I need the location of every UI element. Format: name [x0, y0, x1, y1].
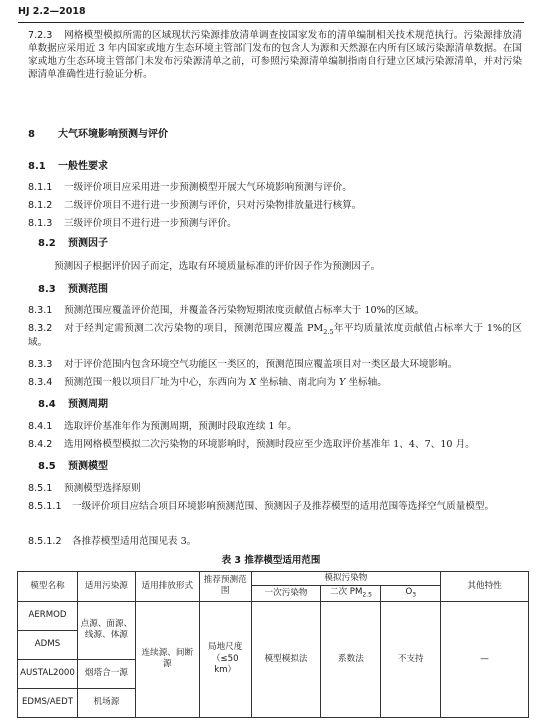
- clause-text: 坐标轴。: [345, 377, 387, 388]
- table-header-row: [18, 572, 529, 586]
- paragraph-8-1-2: [28, 200, 522, 213]
- paragraph-8-5-1: [28, 483, 522, 496]
- clause-text: 选用网格模型模拟二次污染物的环境影响时，预测时段应至少选取评价基准年 1、4、7、10 月。: [64, 439, 475, 450]
- paragraph-8-4-2: [28, 439, 522, 452]
- section-number: 8.3: [38, 284, 56, 295]
- section-8-3-heading: [38, 283, 532, 297]
- paragraph-8-2: [54, 261, 522, 274]
- header-secondary: [321, 586, 381, 602]
- paragraph-7-2-3: [28, 30, 522, 82]
- clause-number: 7.2.3: [28, 30, 53, 41]
- clause-number: 8.1.1: [28, 182, 53, 193]
- range-cell: 局地尺度（≤50 km）: [199, 601, 251, 717]
- primary-cell: 模型模拟法: [251, 601, 321, 717]
- header-emission: 适用排放形式: [135, 572, 199, 602]
- source-cell: 机场源: [77, 688, 135, 717]
- source-cell: 烟塔合一源: [77, 659, 135, 688]
- header-source: 适用污染源: [77, 572, 135, 602]
- clause-text: 坐标轴、南北向为: [256, 377, 340, 388]
- clause-text: 二级评价项目不进行进一步预测与评价，只对污染物排放量进行核算。: [64, 200, 362, 211]
- section-8-heading: [28, 128, 522, 142]
- header-primary: 一次污染物: [251, 586, 321, 602]
- paragraph-8-5-1-1: [28, 501, 522, 514]
- model-cell: AUSTAL2000: [18, 659, 78, 688]
- section-title: 预测模型: [68, 461, 108, 472]
- clause-text: 网格模型模拟所需的区域现状污染源排放清单调查按国家发布的清单编制相关技术规范执行。污染源排放清单数据应采用近 3 年内国家或地方生态环境主管部门发布的包含人为源和天然源在内所有区域污染源清单数据。在国家或地方生态环境主管部门未发布污染源清单之前，可参照污染源清单编制指南自行建立区域污染源清单，并对污染源清单准确性进行验证分析。: [28, 30, 522, 80]
- y-axis-symbol: Y: [339, 377, 346, 388]
- model-cell: ADMS: [18, 630, 78, 659]
- clause-text: 对于评价范围内包含环境空气功能区一类区的，预测范围应覆盖项目对一类区最大环境影响。: [64, 359, 458, 370]
- paragraph-8-5-1-2: [28, 536, 522, 549]
- header-range: 推荐预测范围: [199, 572, 251, 602]
- clause-text: 预测范围一般以项目厂址为中心，东西向为: [64, 377, 250, 388]
- section-title: 预测范围: [68, 284, 108, 295]
- page-header: HJ 2.2—2018: [18, 6, 524, 23]
- source-cell: 点源、面源、线源、体源: [77, 601, 135, 659]
- section-number: 8: [28, 129, 35, 140]
- header-secondary-text: 二次 PM: [329, 587, 363, 598]
- paragraph-8-3-3: [28, 359, 522, 372]
- header-other: 其他特性: [441, 572, 529, 602]
- secondary-cell: 系数法: [321, 601, 381, 717]
- pm-subscript: 2.5: [323, 327, 334, 336]
- section-title: 大气环境影响预测与评价: [58, 129, 168, 140]
- clause-number: 8.3.2: [28, 323, 53, 334]
- clause-text: 选取评价基准年作为预测周期，预测时段取连续 1 年。: [64, 421, 297, 432]
- model-cell: AERMOD: [18, 601, 78, 630]
- paragraph-8-1-3: [28, 218, 522, 231]
- clause-number: 8.4.1: [28, 421, 53, 432]
- section-8-2-heading: [38, 237, 532, 251]
- clause-text: 三级评价项目不进行进一步预测与评价。: [64, 218, 237, 229]
- header-o3: [381, 586, 441, 602]
- header-secondary-sub: 2.5: [362, 591, 372, 599]
- other-cell: —: [441, 601, 529, 717]
- clause-text: 一级评价项目应采用进一步预测模型开展大气环境影响预测与评价。: [64, 182, 352, 193]
- clause-number: 8.3.1: [28, 305, 53, 316]
- section-title: 一般性要求: [58, 161, 108, 172]
- model-cell: EDMS/AEDT: [18, 688, 78, 717]
- paragraph-8-4-1: [28, 421, 522, 434]
- section-8-4-heading: [38, 398, 532, 412]
- o3-cell: 不支持: [381, 601, 441, 717]
- clause-number: 8.5.1.1: [28, 501, 62, 512]
- model-table: [17, 571, 529, 718]
- section-number: 8.1: [28, 161, 46, 172]
- section-8-1-heading: [28, 160, 522, 174]
- section-number: 8.2: [38, 238, 56, 249]
- section-title: 预测因子: [68, 238, 108, 249]
- paragraph-8-3-1: [28, 305, 522, 318]
- clause-text: 预测范围应覆盖评价范围，并覆盖各污染物短期浓度贡献值占标率大于 10%的区域。: [64, 305, 425, 316]
- table-row: [18, 601, 529, 630]
- clause-text: 一级评价项目应结合项目环境影响预测范围、预测因子及推荐模型的适用范围等选择空气质量模型。: [72, 501, 495, 512]
- paragraph-8-3-2: [28, 323, 522, 350]
- clause-number: 8.1.2: [28, 200, 53, 211]
- header-simulated: 模拟污染物: [251, 572, 441, 586]
- clause-text: 预测模型选择原则: [64, 483, 141, 494]
- emission-cell: 连续源、间断源: [135, 601, 199, 717]
- clause-text: 各推荐模型适用范围见表 3。: [72, 536, 197, 547]
- table-caption: 表 3 推荐模型适用范围: [221, 555, 321, 566]
- clause-text: 对于经判定需预测二次污染物的项目，预测范围应覆盖 PM: [64, 323, 324, 334]
- header-o3-text: O: [405, 587, 413, 598]
- clause-text: 年平均质量浓度贡献值占标率大于 1%的区域。: [28, 323, 522, 348]
- section-title: 预测周期: [68, 399, 108, 410]
- x-axis-symbol: X: [249, 377, 257, 388]
- section-8-5-heading: [38, 460, 532, 474]
- section-number: 8.5: [38, 461, 56, 472]
- clause-number: 8.4.2: [28, 439, 53, 450]
- header-model-name: 模型名称: [18, 572, 78, 602]
- header-o3-sub: 3: [412, 591, 417, 599]
- clause-number: 8.5.1: [28, 483, 53, 494]
- clause-text: 预测因子根据评价因子而定，选取有环境质量标准的评价因子作为预测因子。: [54, 261, 381, 272]
- clause-number: 8.3.4: [28, 377, 53, 388]
- paragraph-8-3-4: [28, 377, 522, 390]
- clause-number: 8.5.1.2: [28, 536, 62, 547]
- clause-number: 8.1.3: [28, 218, 53, 229]
- section-number: 8.4: [38, 399, 56, 410]
- clause-number: 8.3.3: [28, 359, 53, 370]
- paragraph-8-1-1: [28, 182, 522, 195]
